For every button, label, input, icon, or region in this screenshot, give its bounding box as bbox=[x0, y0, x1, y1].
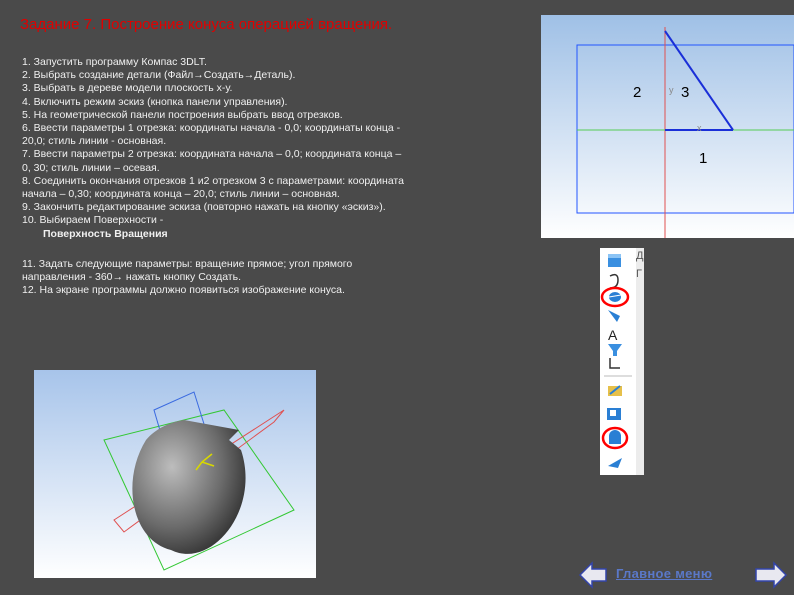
instruction-line: 20,0; стиль линии - основная. bbox=[22, 135, 167, 148]
instruction-line: начала – 0,30; координата конца – 20,0; стиль линии – основная. bbox=[22, 188, 340, 201]
instruction-line: 6. Ввести параметры 1 отрезка: координаты начала - 0,0; координаты конца - bbox=[22, 122, 401, 135]
rotate-surface-icon[interactable] bbox=[609, 292, 621, 302]
axis-x-label: x bbox=[697, 123, 702, 133]
sketch-background bbox=[541, 15, 794, 238]
instruction-line: 2. Выбрать создание детали (Файл→Создать→Деталь). bbox=[22, 69, 296, 82]
kompas-toolbar bbox=[600, 248, 636, 475]
text-icon[interactable] bbox=[608, 327, 618, 343]
instruction-indent: Поверхность Вращения bbox=[43, 227, 168, 240]
main-menu-link[interactable]: Главное меню bbox=[616, 566, 713, 581]
instruction-line: 5. На геометрической панели построения выбрать ввод отрезков. bbox=[22, 108, 343, 121]
instruction-line: 0, 30; стиль линии – осевая. bbox=[22, 161, 160, 174]
sketch-diagram bbox=[541, 15, 794, 238]
instruction-line: 9. Закончить редактирование эскиза (повторно нажать на кнопку «эскиз»). bbox=[22, 201, 386, 214]
instruction-line: направления - 360→ нажать кнопку Создать. bbox=[22, 271, 242, 284]
instruction-line: 7. Ввести параметры 2 отрезка: координата начала – 0,0; координата конца – bbox=[22, 148, 402, 161]
instruction-list bbox=[22, 56, 482, 241]
instruction-line: 3. Выбрать в дереве модели плоскость х-у. bbox=[22, 82, 233, 95]
prev-arrow-button[interactable] bbox=[578, 560, 608, 590]
revolve-surface-icon[interactable] bbox=[609, 430, 621, 444]
svg-text:A: A bbox=[608, 327, 618, 343]
segment-label-2: 2 bbox=[633, 84, 642, 101]
instruction-list-2 bbox=[22, 258, 422, 298]
instruction-line: 10. Выбираем Поверхности - bbox=[22, 214, 164, 227]
segment-label-3: 3 bbox=[681, 84, 690, 101]
side-label: Г bbox=[636, 268, 642, 280]
cube-icon[interactable] bbox=[608, 254, 621, 267]
segment-label-1: 1 bbox=[699, 150, 708, 167]
toolbar-side-strip bbox=[636, 248, 644, 475]
next-arrow-button[interactable] bbox=[754, 560, 788, 590]
instruction-line: 11. Задать следующие параметры: вращение прямое; угол прямого bbox=[22, 258, 353, 270]
cone-render bbox=[34, 370, 316, 578]
side-label: Д bbox=[636, 250, 644, 262]
instruction-line: 8. Соединить окончания отрезков 1 и2 отрезком 3 с параметрами: координата bbox=[22, 174, 404, 187]
instruction-line: 1. Запустить программу Компас 3DLT. bbox=[22, 56, 207, 68]
folder-icon[interactable] bbox=[608, 386, 622, 396]
page-title: Задание 7. Построение конуса операцией вращения. bbox=[20, 16, 393, 33]
box-surface-icon[interactable] bbox=[607, 408, 621, 420]
instruction-line: 4. Включить режим эскиз (кнопка панели управления). bbox=[22, 95, 288, 108]
axis-y-label: y bbox=[669, 85, 674, 95]
instruction-line: 12. На экране программы должно появиться изображение конуса. bbox=[22, 284, 345, 297]
